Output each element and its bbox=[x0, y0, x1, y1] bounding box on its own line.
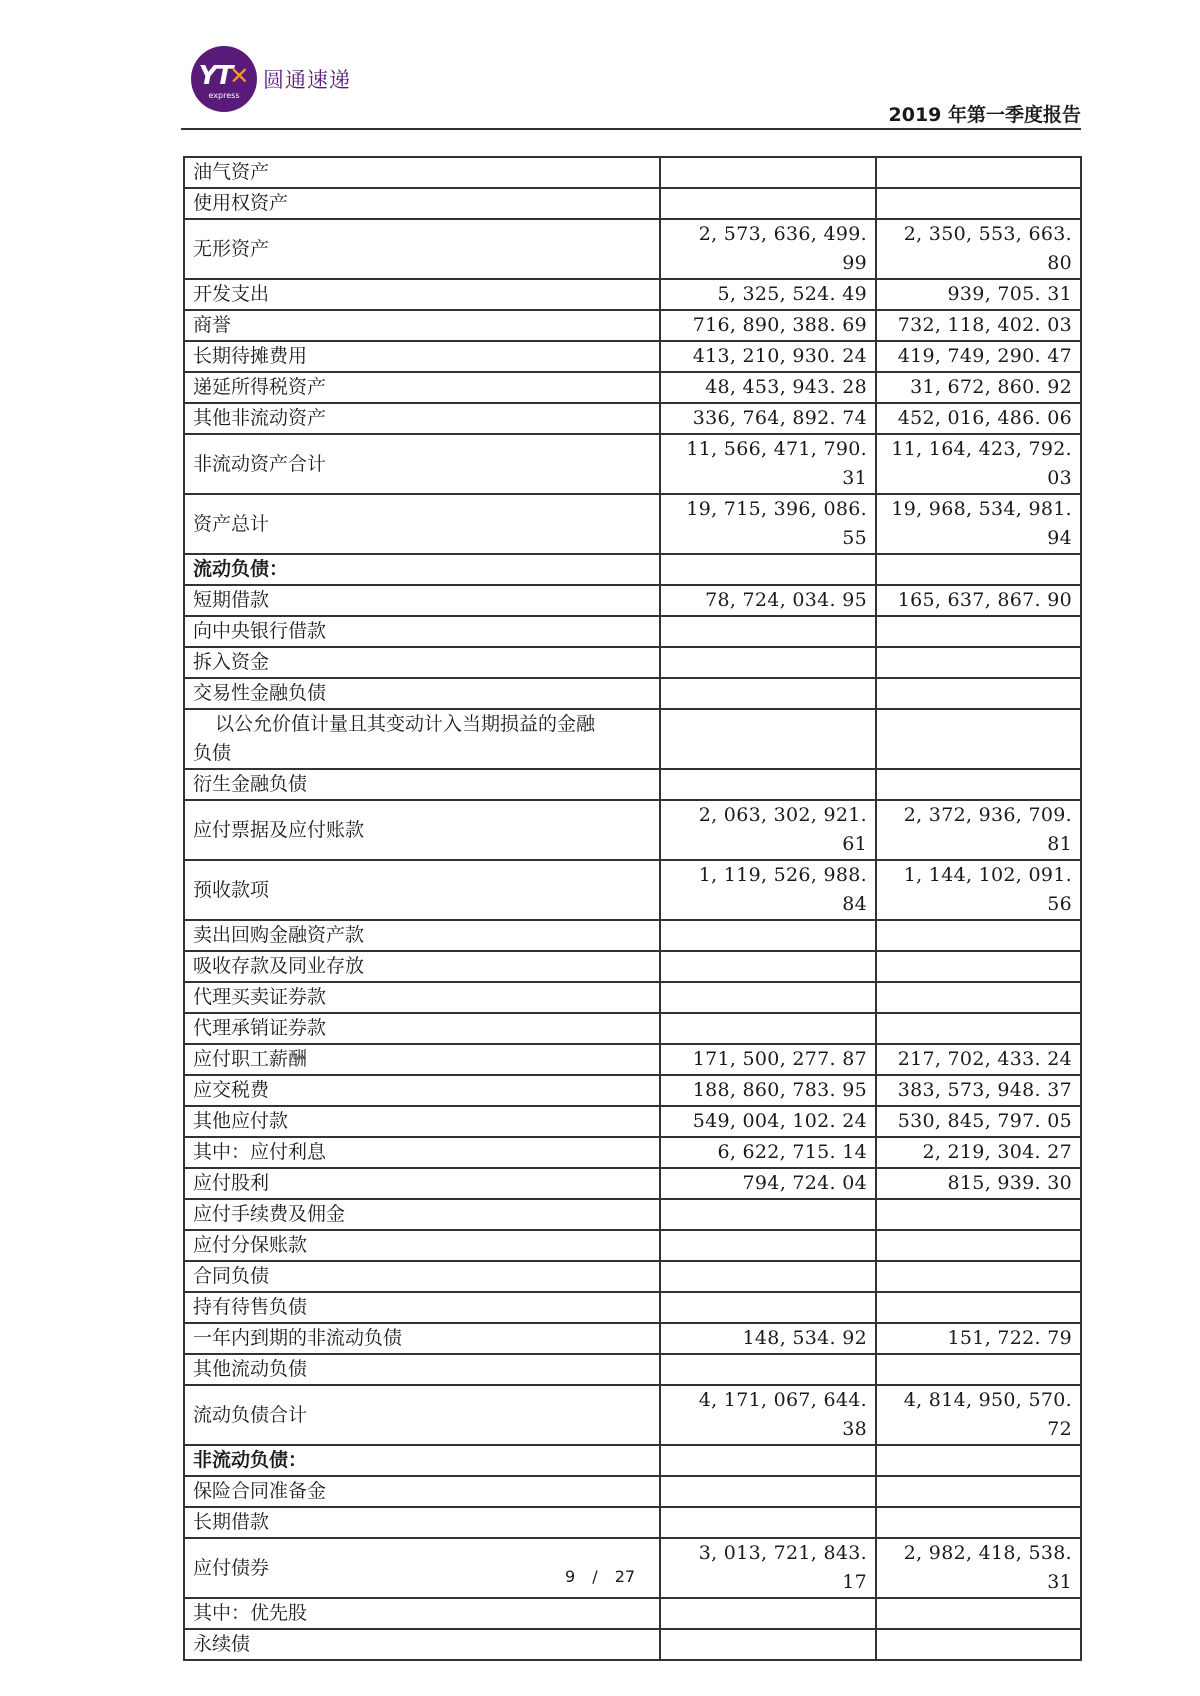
row-label: 其中：应付利息 bbox=[184, 1137, 660, 1168]
row-label: 代理买卖证券款 bbox=[184, 982, 660, 1013]
balance-sheet-table bbox=[183, 156, 1082, 1661]
row-label: 油气资产 bbox=[184, 157, 660, 188]
prior-period-value bbox=[876, 1199, 1081, 1230]
prior-period-value bbox=[876, 1292, 1081, 1323]
current-period-value bbox=[660, 1476, 876, 1507]
row-label: 代理承销证券款 bbox=[184, 1013, 660, 1044]
page-separator: / bbox=[592, 1567, 598, 1586]
row-label: 应付职工薪酬 bbox=[184, 1044, 660, 1075]
prior-period-value: 217, 702, 433. 24 bbox=[876, 1044, 1081, 1075]
prior-period-value bbox=[876, 616, 1081, 647]
page-header bbox=[181, 40, 1081, 130]
prior-period-value bbox=[876, 554, 1081, 585]
current-period-value bbox=[660, 769, 876, 800]
row-label: 流动负债合计 bbox=[184, 1385, 660, 1445]
prior-period-value: 2, 372, 936, 709. 81 bbox=[876, 800, 1081, 860]
row-label: 应付股利 bbox=[184, 1168, 660, 1199]
prior-period-value: 165, 637, 867. 90 bbox=[876, 585, 1081, 616]
row-label: 衍生金融负债 bbox=[184, 769, 660, 800]
table-row bbox=[184, 616, 1081, 647]
table-row bbox=[184, 157, 1081, 188]
row-label: 卖出回购金融资产款 bbox=[184, 920, 660, 951]
subtotal-row bbox=[184, 434, 1081, 494]
prior-period-value: 19, 968, 534, 981. 94 bbox=[876, 494, 1081, 554]
logo-mark: YT bbox=[198, 61, 232, 91]
row-label: 一年内到期的非流动负债 bbox=[184, 1323, 660, 1354]
table-row bbox=[184, 1292, 1081, 1323]
table-row bbox=[184, 1230, 1081, 1261]
current-period-value bbox=[660, 188, 876, 219]
table-row bbox=[184, 951, 1081, 982]
table-row bbox=[184, 1137, 1081, 1168]
row-label: 应付手续费及佣金 bbox=[184, 1199, 660, 1230]
row-label: 其中：优先股 bbox=[184, 1598, 660, 1629]
table-row bbox=[184, 403, 1081, 434]
table-row bbox=[184, 310, 1081, 341]
total-pages: 27 bbox=[614, 1567, 636, 1586]
table-row bbox=[184, 1106, 1081, 1137]
row-label: 使用权资产 bbox=[184, 188, 660, 219]
current-period-value: 549, 004, 102. 24 bbox=[660, 1106, 876, 1137]
prior-period-value: 530, 845, 797. 05 bbox=[876, 1106, 1081, 1137]
prior-period-value: 2, 350, 553, 663. 80 bbox=[876, 219, 1081, 279]
row-label-line-2: 负债 bbox=[193, 742, 232, 764]
section-header-row bbox=[184, 554, 1081, 585]
prior-period-value bbox=[876, 1507, 1081, 1538]
prior-period-value bbox=[876, 647, 1081, 678]
row-label: 应交税费 bbox=[184, 1075, 660, 1106]
current-period-value: 413, 210, 930. 24 bbox=[660, 341, 876, 372]
header-divider bbox=[181, 128, 1081, 130]
row-label: 吸收存款及同业存放 bbox=[184, 951, 660, 982]
current-period-value: 3, 013, 721, 843. 17 bbox=[660, 1538, 876, 1598]
table-row bbox=[184, 1629, 1081, 1660]
prior-period-value: 1, 144, 102, 091. 56 bbox=[876, 860, 1081, 920]
prior-period-value bbox=[876, 769, 1081, 800]
table-row bbox=[184, 769, 1081, 800]
prior-period-value bbox=[876, 1354, 1081, 1385]
current-period-value: 48, 453, 943. 28 bbox=[660, 372, 876, 403]
current-period-value: 6, 622, 715. 14 bbox=[660, 1137, 876, 1168]
prior-period-value: 4, 814, 950, 570. 72 bbox=[876, 1385, 1081, 1445]
current-period-value bbox=[660, 554, 876, 585]
prior-period-value: 452, 016, 486. 06 bbox=[876, 403, 1081, 434]
current-period-value: 794, 724. 04 bbox=[660, 1168, 876, 1199]
table-row bbox=[184, 1261, 1081, 1292]
current-period-value: 148, 534. 92 bbox=[660, 1323, 876, 1354]
current-period-value bbox=[660, 1507, 876, 1538]
table-row bbox=[184, 1598, 1081, 1629]
row-label: 其他非流动资产 bbox=[184, 403, 660, 434]
prior-period-value: 2, 982, 418, 538. 31 bbox=[876, 1538, 1081, 1598]
prior-period-value bbox=[876, 920, 1081, 951]
current-period-value: 5, 325, 524. 49 bbox=[660, 279, 876, 310]
row-label: 应付债券 bbox=[184, 1538, 660, 1598]
table-row bbox=[184, 585, 1081, 616]
current-period-value: 78, 724, 034. 95 bbox=[660, 585, 876, 616]
logo-badge bbox=[191, 46, 257, 112]
current-period-value bbox=[660, 616, 876, 647]
subtotal-row bbox=[184, 1385, 1081, 1445]
table-row bbox=[184, 1044, 1081, 1075]
current-period-value bbox=[660, 678, 876, 709]
prior-period-value bbox=[876, 1445, 1081, 1476]
row-label: 向中央银行借款 bbox=[184, 616, 660, 647]
prior-period-value bbox=[876, 951, 1081, 982]
row-label: 永续债 bbox=[184, 1629, 660, 1660]
prior-period-value: 419, 749, 290. 47 bbox=[876, 341, 1081, 372]
current-period-value: 2, 063, 302, 921. 61 bbox=[660, 800, 876, 860]
row-label: 无形资产 bbox=[184, 219, 660, 279]
current-period-value bbox=[660, 920, 876, 951]
current-page: 9 bbox=[564, 1567, 576, 1586]
prior-period-value: 31, 672, 860. 92 bbox=[876, 372, 1081, 403]
current-period-value bbox=[660, 647, 876, 678]
table-row bbox=[184, 982, 1081, 1013]
prior-period-value bbox=[876, 982, 1081, 1013]
prior-period-value: 151, 722. 79 bbox=[876, 1323, 1081, 1354]
current-period-value bbox=[660, 951, 876, 982]
prior-period-value bbox=[876, 1230, 1081, 1261]
current-period-value: 2, 573, 636, 499. 99 bbox=[660, 219, 876, 279]
row-label: 商誉 bbox=[184, 310, 660, 341]
prior-period-value: 11, 164, 423, 792. 03 bbox=[876, 434, 1081, 494]
current-period-value bbox=[660, 709, 876, 769]
section-title: 非流动负债： bbox=[184, 1445, 660, 1476]
prior-period-value: 732, 118, 402. 03 bbox=[876, 310, 1081, 341]
current-period-value: 716, 890, 388. 69 bbox=[660, 310, 876, 341]
prior-period-value bbox=[876, 709, 1081, 769]
page-number bbox=[0, 1567, 1200, 1586]
row-label: 预收款项 bbox=[184, 860, 660, 920]
prior-period-value bbox=[876, 678, 1081, 709]
table-row bbox=[184, 1075, 1081, 1106]
prior-period-value bbox=[876, 1476, 1081, 1507]
row-label: 长期借款 bbox=[184, 1507, 660, 1538]
table-row bbox=[184, 860, 1081, 920]
row-label: 递延所得税资产 bbox=[184, 372, 660, 403]
current-period-value bbox=[660, 1013, 876, 1044]
current-period-value: 4, 171, 067, 644. 38 bbox=[660, 1385, 876, 1445]
row-label: 拆入资金 bbox=[184, 647, 660, 678]
current-period-value: 11, 566, 471, 790. 31 bbox=[660, 434, 876, 494]
company-logo bbox=[191, 46, 351, 112]
current-period-value: 1, 119, 526, 988. 84 bbox=[660, 860, 876, 920]
prior-period-value: 383, 573, 948. 37 bbox=[876, 1075, 1081, 1106]
row-label bbox=[184, 709, 660, 769]
table-row bbox=[184, 279, 1081, 310]
row-label: 其他流动负债 bbox=[184, 1354, 660, 1385]
current-period-value: 336, 764, 892. 74 bbox=[660, 403, 876, 434]
current-period-value bbox=[660, 1261, 876, 1292]
prior-period-value: 939, 705. 31 bbox=[876, 279, 1081, 310]
swoosh-icon: ✕ bbox=[229, 62, 250, 90]
prior-period-value bbox=[876, 1629, 1081, 1660]
prior-period-value bbox=[876, 1013, 1081, 1044]
row-label: 短期借款 bbox=[184, 585, 660, 616]
row-label: 合同负债 bbox=[184, 1261, 660, 1292]
table-row bbox=[184, 188, 1081, 219]
current-period-value bbox=[660, 1354, 876, 1385]
company-name: 圆通速递 bbox=[263, 68, 351, 92]
table-row bbox=[184, 219, 1081, 279]
current-period-value: 19, 715, 396, 086. 55 bbox=[660, 494, 876, 554]
prior-period-value: 2, 219, 304. 27 bbox=[876, 1137, 1081, 1168]
report-title: 2019 年第一季度报告 bbox=[888, 104, 1081, 126]
prior-period-value: 815, 939. 30 bbox=[876, 1168, 1081, 1199]
table-row bbox=[184, 1168, 1081, 1199]
row-label: 应付分保账款 bbox=[184, 1230, 660, 1261]
table-row bbox=[184, 341, 1081, 372]
row-label: 交易性金融负债 bbox=[184, 678, 660, 709]
table-row bbox=[184, 709, 1081, 769]
row-label: 非流动资产合计 bbox=[184, 434, 660, 494]
prior-period-value bbox=[876, 157, 1081, 188]
table-row bbox=[184, 1476, 1081, 1507]
row-label: 其他应付款 bbox=[184, 1106, 660, 1137]
table-row bbox=[184, 1013, 1081, 1044]
row-label: 持有待售负债 bbox=[184, 1292, 660, 1323]
current-period-value bbox=[660, 1598, 876, 1629]
table-row bbox=[184, 800, 1081, 860]
table-row bbox=[184, 1507, 1081, 1538]
row-label: 长期待摊费用 bbox=[184, 341, 660, 372]
table-row bbox=[184, 1323, 1081, 1354]
total-row bbox=[184, 494, 1081, 554]
current-period-value bbox=[660, 982, 876, 1013]
current-period-value: 171, 500, 277. 87 bbox=[660, 1044, 876, 1075]
current-period-value bbox=[660, 1199, 876, 1230]
current-period-value bbox=[660, 1445, 876, 1476]
prior-period-value bbox=[876, 1598, 1081, 1629]
table-row bbox=[184, 372, 1081, 403]
current-period-value bbox=[660, 1292, 876, 1323]
prior-period-value bbox=[876, 1261, 1081, 1292]
current-period-value: 188, 860, 783. 95 bbox=[660, 1075, 876, 1106]
section-title: 流动负债： bbox=[184, 554, 660, 585]
logo-sub: express bbox=[208, 91, 240, 100]
table-row bbox=[184, 920, 1081, 951]
table-row bbox=[184, 1354, 1081, 1385]
section-header-row bbox=[184, 1445, 1081, 1476]
current-period-value bbox=[660, 1629, 876, 1660]
table-row bbox=[184, 678, 1081, 709]
row-label: 保险合同准备金 bbox=[184, 1476, 660, 1507]
row-label: 开发支出 bbox=[184, 279, 660, 310]
row-label: 应付票据及应付账款 bbox=[184, 800, 660, 860]
table-row bbox=[184, 647, 1081, 678]
row-label: 资产总计 bbox=[184, 494, 660, 554]
row-label-line-1: 以公允价值计量且其变动计入当期损益的金融 bbox=[215, 713, 596, 735]
prior-period-value bbox=[876, 188, 1081, 219]
current-period-value bbox=[660, 1230, 876, 1261]
table-row bbox=[184, 1199, 1081, 1230]
current-period-value bbox=[660, 157, 876, 188]
